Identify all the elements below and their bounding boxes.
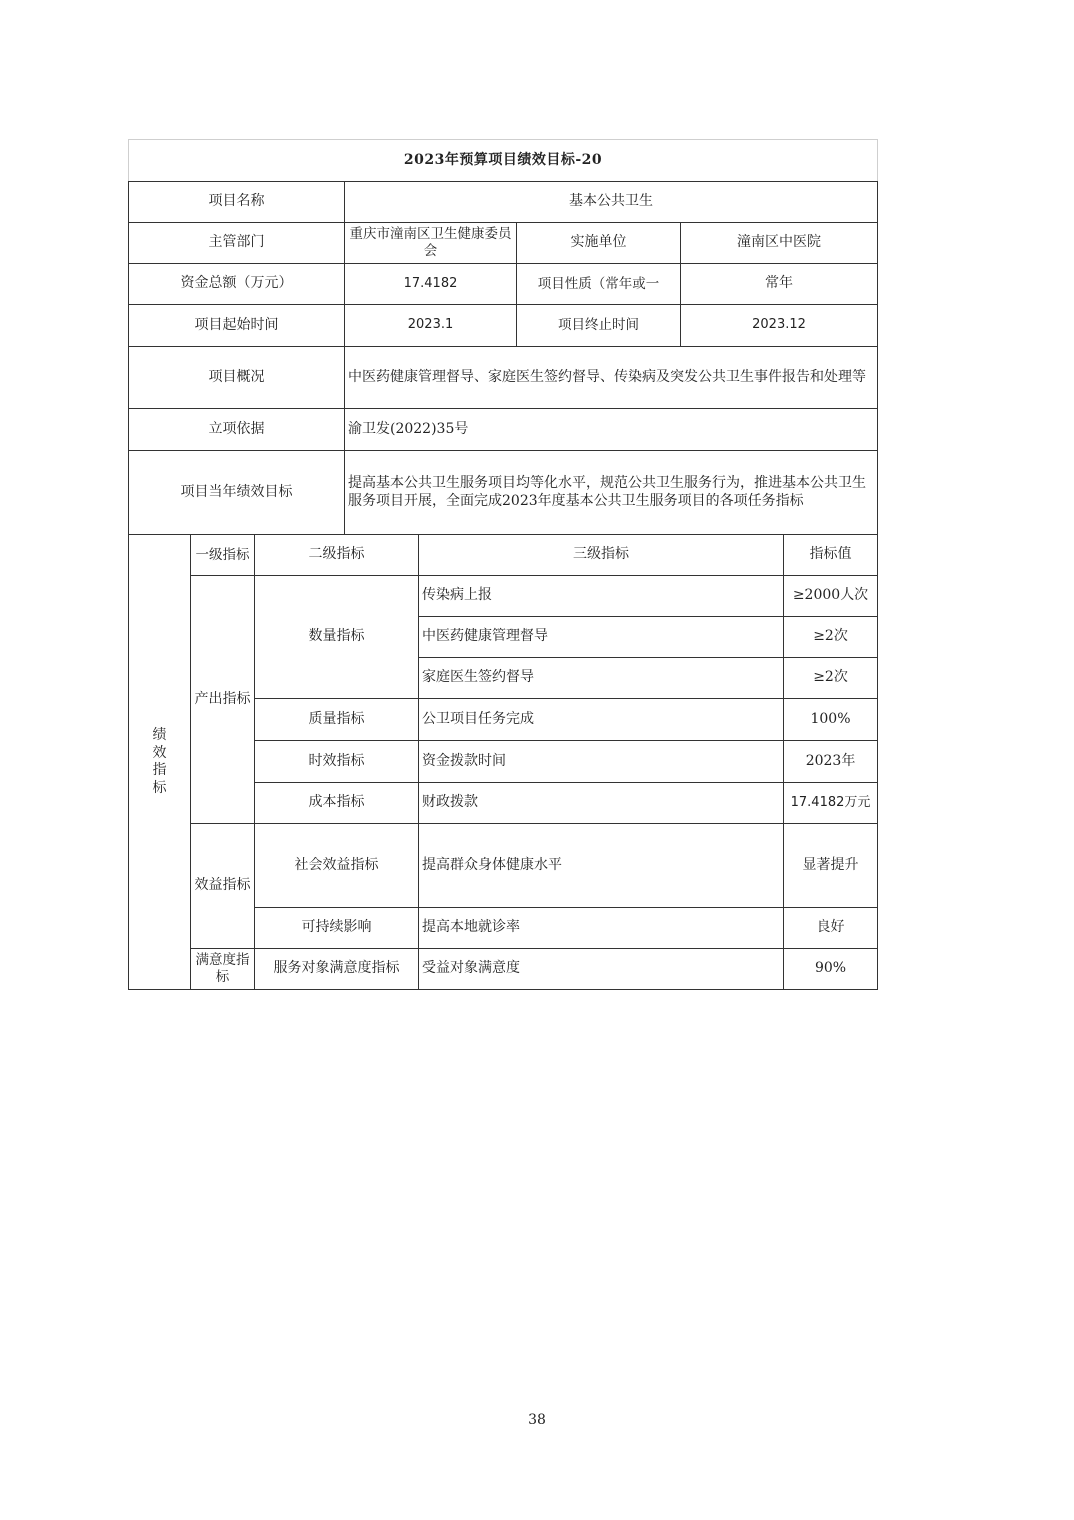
value-end-time: 2023.12 bbox=[681, 305, 878, 347]
table-row bbox=[129, 576, 878, 617]
indicator-value: 良好 bbox=[784, 908, 878, 949]
indicator-value: 100% bbox=[784, 699, 878, 741]
value-basis: 渝卫发(2022)35号 bbox=[345, 409, 878, 451]
indicator-value: 90% bbox=[784, 949, 878, 990]
table-row bbox=[129, 949, 878, 990]
level3-item: 提高群众身体健康水平 bbox=[419, 824, 784, 908]
indicator-value: ≥2000人次 bbox=[784, 576, 878, 617]
label-start-time: 项目起始时间 bbox=[129, 305, 345, 347]
value-annual-goal: 提高基本公共卫生服务项目均等化水平，规范公共卫生服务行为，推进基本公共卫生服务项目开展，全面完成2023年度基本公共卫生服务项目的各项任务指标 bbox=[345, 451, 878, 535]
form-title: 2023年预算项目绩效目标-20 bbox=[129, 140, 878, 182]
value-impl-unit: 潼南区中医院 bbox=[681, 223, 878, 264]
level3-item: 资金拨款时间 bbox=[419, 741, 784, 783]
label-perf-indicator: 绩效指标 bbox=[129, 535, 191, 990]
value-project-name: 基本公共卫生 bbox=[345, 182, 878, 223]
level1-output: 产出指标 bbox=[191, 576, 255, 824]
form-table bbox=[128, 139, 878, 990]
level3-item: 财政拨款 bbox=[419, 783, 784, 824]
level3-item: 传染病上报 bbox=[419, 576, 784, 617]
page-number: 38 bbox=[528, 1412, 546, 1428]
level3-item: 家庭医生签约督导 bbox=[419, 658, 784, 699]
header-level2: 二级指标 bbox=[255, 535, 419, 576]
level3-item: 公卫项目任务完成 bbox=[419, 699, 784, 741]
header-value: 指标值 bbox=[784, 535, 878, 576]
label-end-time: 项目终止时间 bbox=[517, 305, 681, 347]
label-annual-goal: 项目当年绩效目标 bbox=[129, 451, 345, 535]
level3-item: 提高本地就诊率 bbox=[419, 908, 784, 949]
indicator-value: 2023年 bbox=[784, 741, 878, 783]
level2-satisfaction: 服务对象满意度指标 bbox=[255, 949, 419, 990]
value-start-time: 2023.1 bbox=[345, 305, 517, 347]
label-basis: 立项依据 bbox=[129, 409, 345, 451]
label-overview: 项目概况 bbox=[129, 347, 345, 409]
value-project-nature: 常年 bbox=[681, 264, 878, 305]
level2-sustain: 可持续影响 bbox=[255, 908, 419, 949]
label-impl-unit: 实施单位 bbox=[517, 223, 681, 264]
level1-satisfaction: 满意度指标 bbox=[191, 949, 255, 990]
level2-social: 社会效益指标 bbox=[255, 824, 419, 908]
value-dept: 重庆市潼南区卫生健康委员会 bbox=[345, 223, 517, 264]
header-level3: 三级指标 bbox=[419, 535, 784, 576]
value-overview: 中医药健康管理督导、家庭医生签约督导、传染病及突发公共卫生事件报告和处理等 bbox=[345, 347, 878, 409]
level3-item: 受益对象满意度 bbox=[419, 949, 784, 990]
indicator-value: 17.4182万元 bbox=[784, 783, 878, 824]
label-dept: 主管部门 bbox=[129, 223, 345, 264]
level2-quality: 质量指标 bbox=[255, 699, 419, 741]
indicator-value: 显著提升 bbox=[784, 824, 878, 908]
label-fund-total: 资金总额（万元） bbox=[129, 264, 345, 305]
indicator-value: ≥2次 bbox=[784, 617, 878, 658]
label-project-nature: 项目性质（常年或一 bbox=[517, 264, 681, 305]
level3-item: 中医药健康管理督导 bbox=[419, 617, 784, 658]
performance-target-form bbox=[128, 139, 877, 990]
level2-cost: 成本指标 bbox=[255, 783, 419, 824]
header-level1: 一级指标 bbox=[191, 535, 255, 576]
table-row bbox=[129, 824, 878, 908]
level2-timeliness: 时效指标 bbox=[255, 741, 419, 783]
label-project-name: 项目名称 bbox=[129, 182, 345, 223]
value-fund-total: 17.4182 bbox=[345, 264, 517, 305]
level2-quantity: 数量指标 bbox=[255, 576, 419, 699]
level1-benefit: 效益指标 bbox=[191, 824, 255, 949]
indicator-value: ≥2次 bbox=[784, 658, 878, 699]
